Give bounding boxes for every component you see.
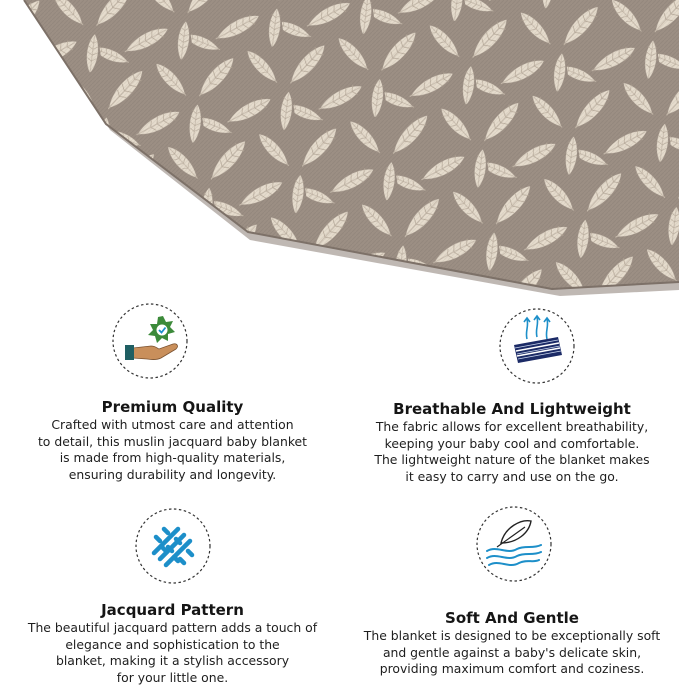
feature-title: Breathable And Lightweight [393, 400, 631, 418]
feature-description: The beautiful jacquard pattern adds a touch of elegance and sophistication to the blanket, making it a stylish accessory for your little one. [27, 620, 318, 685]
breathable-layers-icon [498, 307, 576, 385]
blanket-photo [0, 0, 679, 300]
feather-soft-icon [475, 505, 553, 583]
hand-with-star-icon [111, 302, 189, 380]
feature-premium-quality [0, 300, 345, 490]
feature-title: Jacquard Pattern [101, 601, 244, 619]
feature-soft-gentle [345, 490, 679, 687]
woven-pattern-icon [134, 507, 212, 585]
feature-description: The blanket is designed to be exceptionally soft and gentle against a baby's delicate skin, providing maximum comfort and coziness. [363, 628, 661, 676]
feature-jacquard-pattern [0, 490, 345, 687]
feature-description: The fabric allows for excellent breathability, keeping your baby cool and comfortable. The lightweight nature of the blanket makes it easy to carry and use on the go. [374, 419, 650, 484]
feature-title: Soft And Gentle [445, 609, 579, 627]
feature-description: Crafted with utmost care and attention to detail, this muslin jacquard baby blanket is made from high-quality materials, ensuring durability and longevity. [37, 417, 308, 482]
feature-breathable-lightweight [345, 300, 679, 490]
feature-title: Premium Quality [101, 398, 244, 416]
